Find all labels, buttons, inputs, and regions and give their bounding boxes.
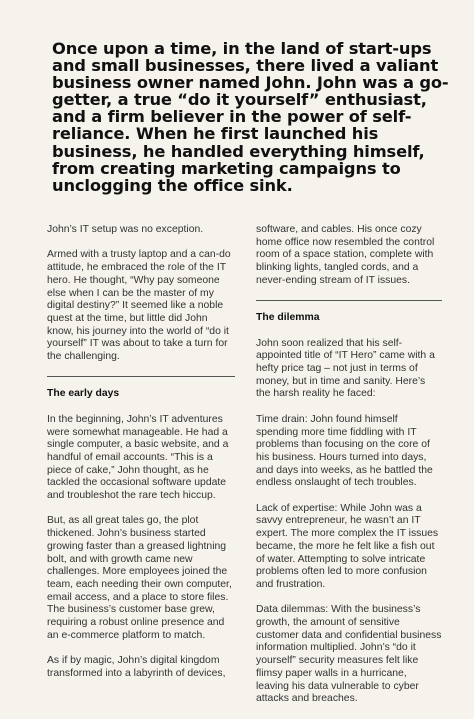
paragraph-lack-of-expertise: Lack of expertise: While John was a savvy entrepreneur, he wasn’t an IT expert. The more complex the IT issues became, the more he felt like a fish out of water. Attempting to solve intricate problems often led to more confusion and frustration. <box>256 502 439 590</box>
paragraph-beginning: In the beginning, John’s IT adventures were somewhat manageable. He had a single computer, a basic website, and a handful of email accounts. “This is a piece of cake,” John thought, as he tackled the occasional software update and troubleshot the rare tech hiccup. <box>47 413 229 502</box>
paragraph-digital-kingdom: As if by magic, John’s digital kingdom transformed into a labyrinth of devices, <box>47 655 226 679</box>
paragraph-harsh-reality: John soon realized that his self-appointed title of “IT Hero” came with a hefty price tag – not just in terms of money, but in time and sanity. Here’s the harsh reality he faced: <box>256 337 435 400</box>
paragraph-it-hero: Armed with a trusty laptop and a can-do attitude, he embraced the role of the IT hero. He thought, “Why pay someone else when I can be the master of my digital destiny?” It seemed like a noble quest at the time, but little did John know, his journey into the world of “do it yourself” IT was about to take a turn for the challenging. <box>47 249 231 363</box>
section-title-early-days: The early days <box>47 388 120 400</box>
headline: Once upon a time, in the land of start-ups and small businesses, there lived a valiant business owner named John. John was a go-getter, a true “do it yourself” enthusiast, and a firm believer in the power of self-reliance. When he first launched his business, he handled everything himself, from creating marketing campaigns to unclogging the office sink. <box>52 39 449 195</box>
section-title-dilemma: The dilemma <box>256 312 320 324</box>
paragraph-data-dilemmas: Data dilemmas: With the business’s growth, the amount of sensitive customer data and confidential business information multiplied. John’s “do it yourself” security measures felt like flimsy paper walls in a hurricane, leaving his data vulnerable to cyber attacks and breaches. <box>256 604 442 705</box>
section-divider <box>47 376 235 377</box>
right-column <box>256 224 442 719</box>
left-column <box>47 224 235 693</box>
paragraph-time-drain: Time drain: John found himself spending more time fiddling with IT problems than focusing on the core of his business. Hours turned into days, and days into weeks, as he battled the endless onslaught of tech troubles. <box>256 413 433 489</box>
paragraph-plot-thickened: But, as all great tales go, the plot thickened. John’s business started growing faster than a greased lightning bolt, and with growth came new challenges. More employees joined the team, each needing their own computer, email access, and a place to store files. The business’s customer base grew, requiring a robust online presence and an e-commerce platform to match. <box>47 515 232 641</box>
section-divider <box>256 300 442 301</box>
paragraph-software-cables: software, and cables. His once cozy home office now resembled the control room of a space station, complete with blinking lights, tangled cords, and a never-ending stream of IT issues. <box>256 224 435 286</box>
paragraph-it-setup: John’s IT setup was no exception. <box>47 224 204 235</box>
